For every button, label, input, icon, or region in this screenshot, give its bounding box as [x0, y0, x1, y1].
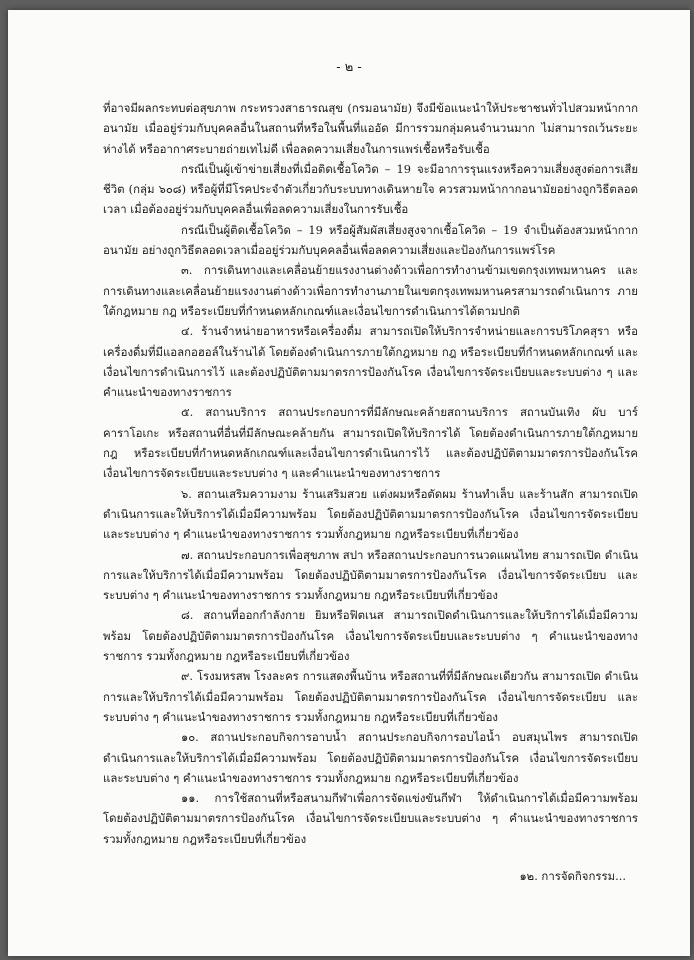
document-body — [103, 98, 638, 849]
paragraph-item-7-spa-massage: ๗. สถานประกอบการเพื่อสุขภาพ สปา หรือสถานประกอบการนวดแผนไทย สามารถเปิด ดำเนินการและให้บริการได้เมื่อมีความพร้อม โดยต้องปฏิบัติตามมาตรการป้องกันโรค เงื่อนไขการจัดระเบียบ และระบบต่าง ๆ คำแนะนำของทางราชการ รวมทั้งกฎหมาย กฎหรือระเบียบที่เกี่ยวข้อง — [103, 547, 638, 603]
paragraph-item-3-migrant-workers: ๓. การเดินทางและเคลื่อนย้ายแรงงานต่างด้าวเพื่อการทำงานข้ามเขตกรุงเทพมหานคร และการเดินทางและเคลื่อนย้ายแรงงานต่างด้าวเพื่อการทำงานภายในเขตกรุงเทพมหานครสามารถดำเนินการ ภายใต้กฎหมาย กฎ หรือระเบียบที่กำหนดหลักเกณฑ์และเงื่อนไขการดำเนินการได้ตามปกติ — [103, 263, 638, 318]
paragraph-item-10-steam-bath: ๑๐. สถานประกอบกิจการอาบน้ำ สถานประกอบกิจการอบไอน้ำ อบสมุนไพร สามารถเปิด ดำเนินการและให้บริการได้เมื่อมีความพร้อม โดยต้องปฏิบัติตามมาตรการป้องกันโรค เงื่อนไขการจัดระเบียบ และระบบต่าง ๆ คำแนะนำของทางราชการ รวมทั้งกฎหมาย กฎหรือระเบียบที่เกี่ยวข้อง — [103, 730, 638, 785]
paragraph-intro-continued: ที่อาจมีผลกระทบต่อสุขภาพ กระทรวงสาธารณสุข (กรมอนามัย) จึงมีข้อแนะนำให้ประชาชนทั่วไปสวมหน้ากากอนามัย เมื่ออยู่ร่วมกับบุคคลอื่นในสถานที่หรือในพื้นที่แออัด มีการรวมกลุ่มคนจำนวนมาก ไม่สามารถเว้นระยะห่างได้ หรืออากาศระบายถ่ายเทไม่ดี เพื่อลดความเสี่ยงในการแพร่เชื้อหรือรับเชื้อ — [103, 101, 638, 156]
paragraph-item-8-fitness: ๘. สถานที่ออกกำลังกาย ยิมหรือฟิตเนส สามารถเปิดดำเนินการและให้บริการได้เมื่อมีความพร้อม โดยต้องปฏิบัติตามมาตรการป้องกันโรค เงื่อนไขการจัดระเบียบและระบบต่าง ๆ คำแนะนำของทางราชการ รวมทั้งกฎหมาย กฎหรือระเบียบที่เกี่ยวข้อง — [103, 608, 638, 664]
paragraph-high-risk-group: กรณีเป็นผู้เข้าข่ายเสี่ยงที่เมื่อติดเชื้อโควิด – 19 จะมีอาการรุนแรงหรือความเสี่ยงสูงต่อการเสียชีวิต (กลุ่ม ๖๐๘) หรือผู้ที่มีโรคประจำตัวเกี่ยวกับระบบทางเดินหายใจ ควรสวมหน้ากากอนามัยอย่างถูกวิธีตลอดเวลา เมื่อต้องอยู่ร่วมกับบุคคลอื่นเพื่อลดความเสี่ยงในการรับเชื้อ — [103, 161, 638, 217]
paragraph-infected-persons: กรณีเป็นผู้ติดเชื้อโควิด – 19 หรือผู้สัมผัสเสี่ยงสูงจากเชื้อโควิด – 19 จำเป็นต้องสวมหน้ากากอนามัย อย่างถูกวิธีตลอดเวลาเมื่ออยู่ร่วมกับบุคคลอื่นเพื่อลดความเสี่ยงและป้องกันการแพร่โรค — [103, 222, 638, 258]
paragraph-item-9-theaters: ๙. โรงมหรสพ โรงละคร การแสดงพื้นบ้าน หรือสถานที่ที่มีลักษณะเดียวกัน สามารถเปิด ดำเนินการและให้บริการได้เมื่อมีความพร้อม โดยต้องปฏิบัติตามมาตรการป้องกันโรค เงื่อนไขการจัดระเบียบ และระบบต่าง ๆ คำแนะนำของทางราชการ รวมทั้งกฎหมาย กฎหรือระเบียบที่เกี่ยวข้อง — [103, 669, 638, 724]
continuation-marker: ๑๒. การจัดกิจกรรม... — [519, 869, 626, 883]
paragraph-item-11-sports-venues: ๑๑. การใช้สถานที่หรือสนามกีฬาเพื่อการจัดแข่งขันกีฬา ให้ดำเนินการได้เมื่อมีความพร้อม โดยต้องปฏิบัติตามมาตรการป้องกันโรค เงื่อนไขการจัดระเบียบและระบบต่าง ๆ คำแนะนำของทางราชการ รวมทั้งกฎหมาย กฎหรือระเบียบที่เกี่ยวข้อง — [103, 791, 638, 846]
paragraph-item-5-entertainment-venues: ๕. สถานบริการ สถานประกอบการที่มีลักษณะคล้ายสถานบริการ สถานบันเทิง ผับ บาร์ คาราโอเกะ หรือสถานที่อื่นที่มีลักษณะคล้ายกัน สามารถเปิดให้บริการได้ โดยต้องดำเนินการภายใต้กฎหมาย กฎ หรือระเบียบที่กำหนดหลักเกณฑ์และเงื่อนไขการดำเนินการไว้ และต้องปฏิบัติตามมาตรการป้องกันโรค เงื่อนไขการจัดระเบียบและระบบต่าง ๆ และคำแนะนำของทางราชการ — [103, 405, 638, 481]
document-page — [8, 10, 690, 956]
paragraph-item-6-beauty-salons: ๖. สถานเสริมความงาม ร้านเสริมสวย แต่งผมหรือตัดผม ร้านทำเล็บ และร้านสัก สามารถเปิด ดำเนินการและให้บริการได้เมื่อมีความพร้อม โดยต้องปฏิบัติตามมาตรการป้องกันโรค เงื่อนไขการจัดระเบียบ และระบบต่าง ๆ คำแนะนำของทางราชการ รวมทั้งกฎหมาย กฎหรือระเบียบที่เกี่ยวข้อง — [103, 486, 638, 542]
page-number: - ๒ - — [336, 60, 362, 75]
paragraph-item-4-restaurants: ๔. ร้านจำหน่ายอาหารหรือเครื่องดื่ม สามารถเปิดให้บริการจำหน่ายและการบริโภคสุรา หรือเครื่องดื่มที่มีแอลกอฮอล์ในร้านได้ โดยต้องดำเนินการภายใต้กฎหมาย กฎ หรือระเบียบที่กำหนดหลักเกณฑ์ และเงื่อนไขการดำเนินการไว้ และต้องปฏิบัติตามมาตรการป้องกันโรค เงื่อนไขการจัดระเบียบและระบบต่าง ๆ และคำแนะนำของทางราชการ — [103, 324, 638, 400]
